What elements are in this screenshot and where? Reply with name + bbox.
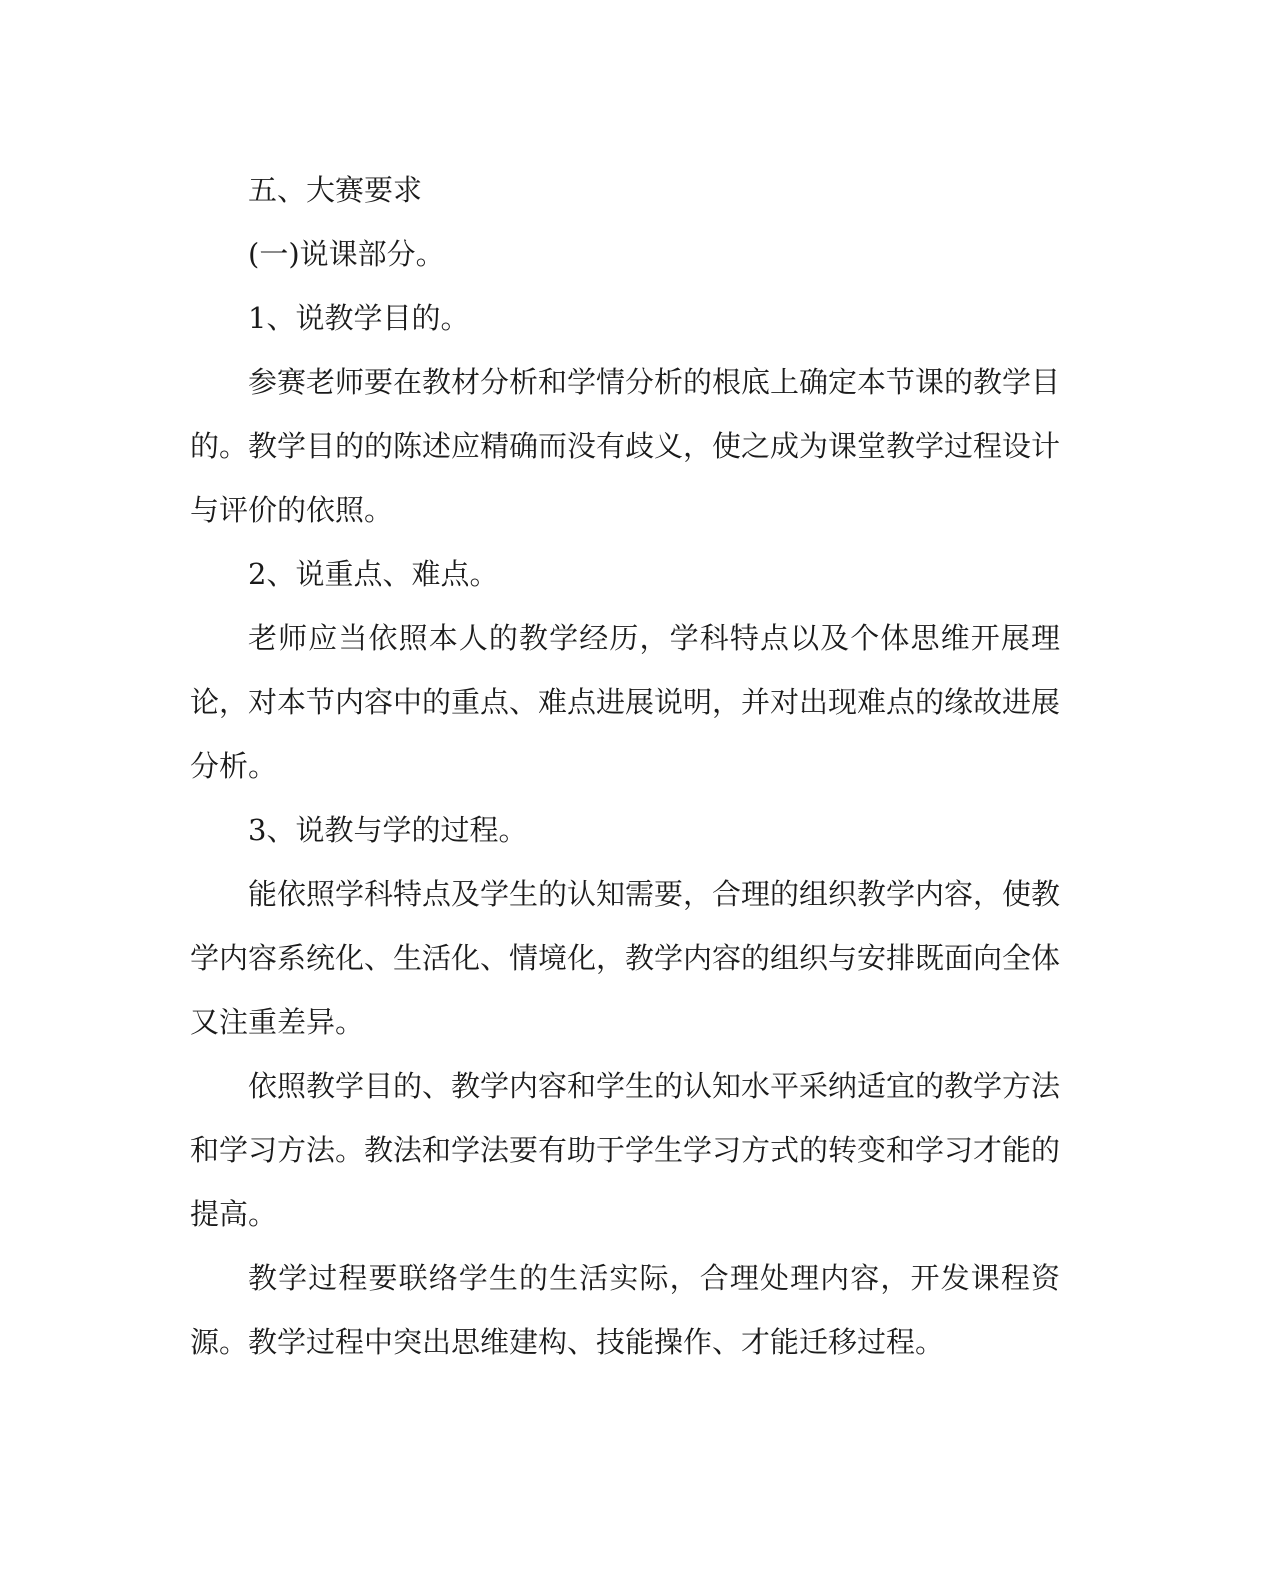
body-paragraph: 教学过程要联络学生的生活实际，合理处理内容，开发课程资源。教学过程中突出思维建构、技能操作、才能迁移过程。 (190, 1261, 1060, 1359)
body-paragraph: 依照教学目的、教学内容和学生的认知水平采纳适宜的教学方法和学习方法。教法和学法要有助于学生学习方式的转变和学习才能的提高。 (190, 1069, 1061, 1231)
item-heading-1: 1、说教学目的。 (248, 301, 470, 335)
item-heading-3: 3、说教与学的过程。 (248, 813, 528, 847)
subsection-heading: (一)说课部分。 (248, 237, 445, 271)
section-heading: 五、大赛要求 (248, 173, 423, 207)
body-paragraph: 能依照学科特点及学生的认知需要，合理的组织教学内容，使教学内容系统化、生活化、情境化，教学内容的组织与安排既面向全体又注重差异。 (190, 877, 1061, 1039)
body-paragraph: 参赛老师要在教材分析和学情分析的根底上确定本节课的教学目的。教学目的的陈述应精确而没有歧义，使之成为课堂教学过程设计与评价的依照。 (190, 365, 1061, 527)
body-paragraph: 老师应当依照本人的教学经历，学科特点以及个体思维开展理论，对本节内容中的重点、难点进展说明，并对出现难点的缘故进展分析。 (190, 621, 1061, 783)
item-heading-2: 2、说重点、难点。 (248, 557, 499, 591)
document-body (190, 158, 1060, 1374)
